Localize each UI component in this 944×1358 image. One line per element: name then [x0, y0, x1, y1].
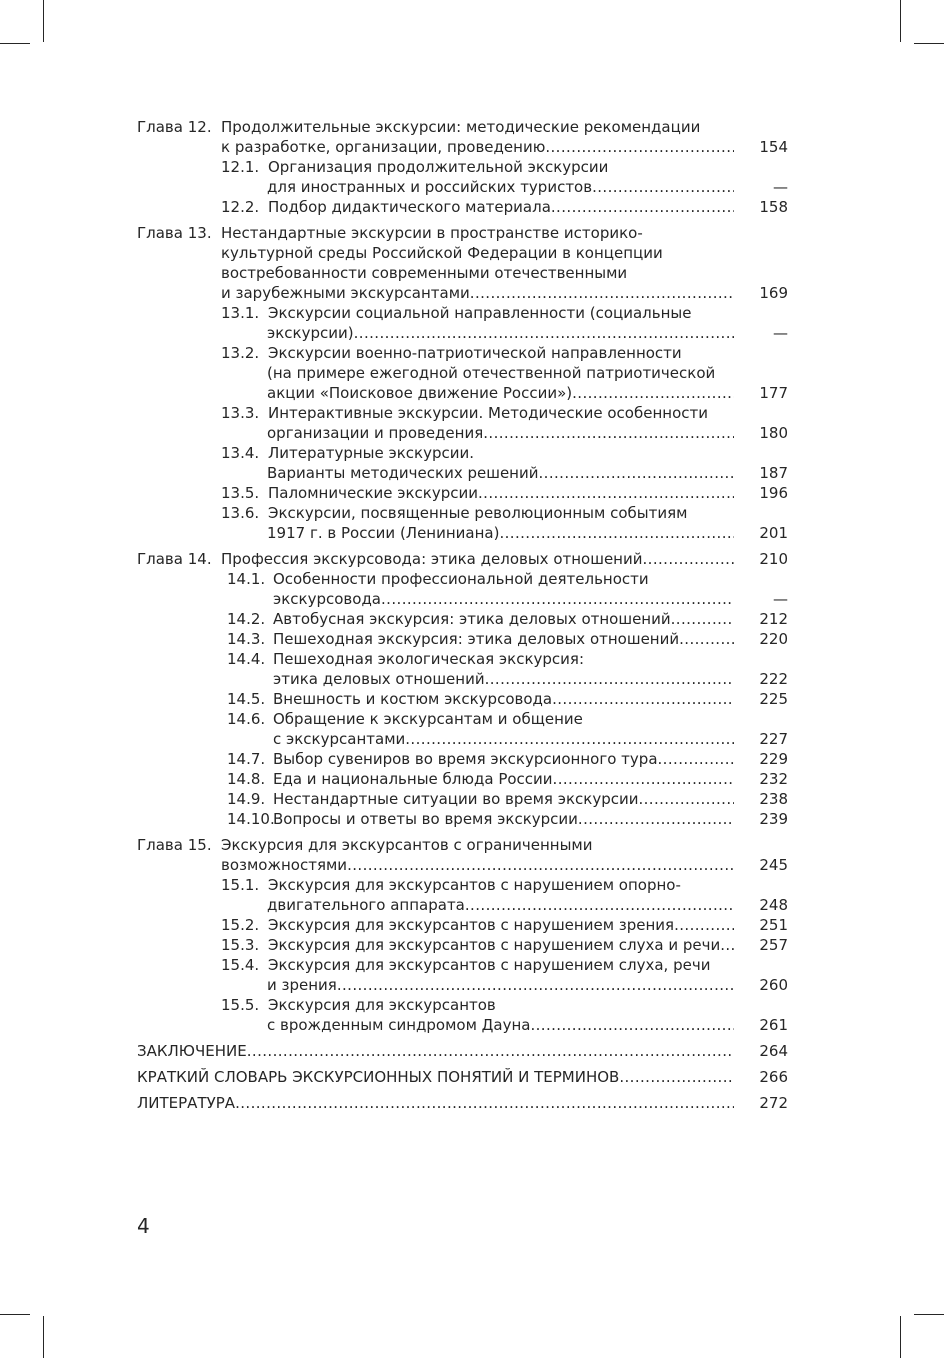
dot-leader	[247, 1041, 734, 1061]
toc-entry-page: 229	[759, 750, 788, 768]
toc-entry	[137, 789, 788, 809]
toc-entry	[137, 569, 788, 589]
toc-entry	[137, 749, 788, 769]
crop-mark	[0, 43, 30, 44]
toc-entry-page: 210	[759, 550, 788, 568]
dot-leader	[553, 769, 734, 789]
toc-entry	[137, 303, 788, 323]
toc-entry	[137, 955, 788, 975]
toc-entry-page: 232	[759, 770, 788, 788]
toc-entry-page: —	[773, 178, 788, 196]
toc-entry	[137, 383, 788, 403]
dot-leader	[337, 975, 734, 995]
toc-entry-title: Внешность и костюм экскурсовода	[273, 690, 553, 708]
dot-leader	[530, 1015, 734, 1035]
toc-entry-title: Паломнические экскурсии	[268, 484, 478, 502]
toc-entry	[137, 689, 788, 709]
toc-entry-page: 257	[759, 936, 788, 954]
toc-entry-title: 1917 г. в России (Лениниана)	[267, 524, 500, 542]
toc-entry-number: 15.2.	[221, 916, 260, 934]
toc-entry-page: 225	[759, 690, 788, 708]
toc-entry	[137, 263, 788, 283]
toc-entry-title: Обращение к экскурсантам и общение	[273, 710, 583, 728]
dot-leader	[485, 669, 734, 689]
toc-entry	[137, 403, 788, 423]
toc-entry-title: Экскурсия для экскурсантов	[268, 996, 496, 1014]
toc-entry-page: —	[773, 324, 788, 342]
dot-leader	[405, 729, 734, 749]
dot-leader	[483, 423, 734, 443]
toc-entry	[137, 855, 788, 875]
toc-entry-number: Глава 13.	[137, 224, 212, 242]
toc-entry-title: двигательного аппарата	[267, 896, 465, 914]
toc-entry-title: (на примере ежегодной отечественной патриотической	[267, 364, 716, 382]
toc-entry	[137, 629, 788, 649]
dot-leader	[470, 283, 734, 303]
toc-entry-number: 13.6.	[221, 504, 260, 522]
toc-entry-title: Пешеходная экскурсия: этика деловых отношений	[273, 630, 680, 648]
toc-entry-title: Нестандартные ситуации во время экскурсии	[273, 790, 639, 808]
toc-entry	[137, 649, 788, 669]
toc-entry-number: 15.1.	[221, 876, 260, 894]
toc-entry-title: КРАТКИЙ СЛОВАРЬ ЭКСКУРСИОННЫХ ПОНЯТИЙ И ТЕРМИНОВ	[137, 1068, 620, 1086]
toc-entry-page: 158	[759, 198, 788, 216]
toc-entry-number: 14.1.	[227, 570, 266, 588]
toc-entry-page: —	[773, 590, 788, 608]
crop-mark	[900, 0, 901, 42]
toc-entry	[137, 523, 788, 543]
toc-entry	[137, 935, 788, 955]
toc-entry	[137, 343, 788, 363]
toc-entry	[137, 589, 788, 609]
toc-entry-page: 239	[759, 810, 788, 828]
toc-entry-title: Экскурсия для экскурсантов с нарушением зрения	[268, 916, 675, 934]
table-of-contents	[137, 117, 788, 1113]
toc-entry	[137, 223, 788, 243]
toc-entry	[137, 1015, 788, 1035]
toc-entry	[137, 809, 788, 829]
toc-entry-number: 14.2.	[227, 610, 266, 628]
dot-leader	[642, 549, 734, 569]
toc-entry-title: возможностями	[221, 856, 348, 874]
dot-leader	[572, 383, 734, 403]
toc-entry-title: Экскурсии военно-патриотической направленности	[268, 344, 682, 362]
toc-entry-page: 227	[759, 730, 788, 748]
toc-entry-page: 220	[759, 630, 788, 648]
toc-entry-number: 13.2.	[221, 344, 260, 362]
toc-entry	[137, 669, 788, 689]
toc-entry-number: 15.3.	[221, 936, 260, 954]
dot-leader	[679, 629, 734, 649]
toc-entry-number: 14.5.	[227, 690, 266, 708]
dot-leader	[545, 137, 734, 157]
toc-entry-title: к разработке, организации, проведению	[221, 138, 546, 156]
dot-leader	[538, 463, 734, 483]
toc-entry-page: 238	[759, 790, 788, 808]
toc-entry-title: экскурсии)	[267, 324, 354, 342]
toc-entry-number: Глава 12.	[137, 118, 212, 136]
toc-entry	[137, 157, 788, 177]
crop-mark	[900, 1316, 901, 1358]
toc-entry	[137, 769, 788, 789]
toc-entry-title: акции «Поисковое движение России»)	[267, 384, 573, 402]
toc-entry-title: Вопросы и ответы во время экскурсии	[273, 810, 578, 828]
toc-entry-page: 180	[759, 424, 788, 442]
toc-entry-title: Нестандартные экскурсии в пространстве историко-	[221, 224, 643, 242]
toc-entry-title: экскурсовода	[273, 590, 382, 608]
toc-entry-number: 12.2.	[221, 198, 260, 216]
toc-entry-title: Подбор дидактического материала	[268, 198, 551, 216]
toc-entry-title: Профессия экскурсовода: этика деловых отношений	[221, 550, 643, 568]
toc-entry	[137, 895, 788, 915]
toc-entry	[137, 503, 788, 523]
toc-entry	[137, 729, 788, 749]
toc-entry	[137, 463, 788, 483]
toc-entry-page: 266	[759, 1068, 788, 1086]
dot-leader	[578, 809, 734, 829]
toc-entry-title: ЗАКЛЮЧЕНИЕ	[137, 1042, 247, 1060]
toc-entry	[137, 875, 788, 895]
dot-leader	[478, 483, 734, 503]
toc-entry	[137, 243, 788, 263]
toc-entry-title: Варианты методических решений	[267, 464, 539, 482]
toc-entry-title: Еда и национальные блюда России	[273, 770, 553, 788]
crop-mark	[0, 1314, 30, 1315]
dot-leader	[347, 855, 734, 875]
toc-entry-title: Экскурсия для экскурсантов с ограниченными	[221, 836, 593, 854]
toc-entry	[137, 915, 788, 935]
toc-entry-title: Выбор сувениров во время экскурсионного тура	[273, 750, 658, 768]
dot-leader	[499, 523, 734, 543]
dot-leader	[592, 177, 734, 197]
toc-entry	[137, 323, 788, 343]
toc-entry-number: 15.5.	[221, 996, 260, 1014]
toc-entry	[137, 117, 788, 137]
toc-entry	[137, 483, 788, 503]
toc-entry-title: ЛИТЕРАТУРА	[137, 1094, 236, 1112]
toc-entry-number: 13.3.	[221, 404, 260, 422]
toc-entry-title: Экскурсии социальной направленности (социальные	[268, 304, 692, 322]
toc-entry-title: этика деловых отношений	[273, 670, 485, 688]
toc-entry-number: 14.9.	[227, 790, 266, 808]
toc-entry-title: Пешеходная экологическая экскурсия:	[273, 650, 584, 668]
toc-entry-number: 13.5.	[221, 484, 260, 502]
toc-entry-title: Интерактивные экскурсии. Методические особенности	[268, 404, 708, 422]
toc-entry-page: 212	[759, 610, 788, 628]
dot-leader	[720, 935, 734, 955]
toc-entry-number: 13.4.	[221, 444, 260, 462]
toc-entry	[137, 549, 788, 569]
toc-entry-number: 13.1.	[221, 304, 260, 322]
toc-entry-page: 222	[759, 670, 788, 688]
toc-entry-title: с врожденным синдромом Дауна	[267, 1016, 531, 1034]
crop-mark	[43, 0, 44, 42]
dot-leader	[658, 749, 734, 769]
toc-entry-title: организации и проведения	[267, 424, 484, 442]
toc-entry-number: 15.4.	[221, 956, 260, 974]
toc-entry-page: 187	[759, 464, 788, 482]
toc-entry-title: Продолжительные экскурсии: методические рекомендации	[221, 118, 701, 136]
dot-leader	[552, 689, 734, 709]
toc-entry	[137, 995, 788, 1015]
toc-entry	[137, 137, 788, 157]
toc-entry	[137, 177, 788, 197]
toc-entry-title: Экскурсия для экскурсантов с нарушением слуха, речи	[268, 956, 711, 974]
toc-entry	[137, 443, 788, 463]
toc-entry-title: Литературные экскурсии.	[268, 444, 475, 462]
toc-entry-page: 264	[759, 1042, 788, 1060]
toc-entry-title: и зарубежными экскурсантами	[221, 284, 470, 302]
toc-entry-title: востребованности современными отечественными	[221, 264, 628, 282]
toc-entry-page: 154	[759, 138, 788, 156]
toc-entry-number: 14.8.	[227, 770, 266, 788]
toc-entry-title: Организация продолжительной экскурсии	[268, 158, 609, 176]
toc-entry-page: 251	[759, 916, 788, 934]
page-number: 4	[137, 1214, 150, 1238]
toc-entry-title: культурной среды Российской Федерации в концепции	[221, 244, 663, 262]
toc-entry	[137, 283, 788, 303]
toc-entry-page: 260	[759, 976, 788, 994]
toc-entry-number: 14.6.	[227, 710, 266, 728]
dot-leader	[671, 609, 734, 629]
toc-entry-page: 245	[759, 856, 788, 874]
toc-entry-number: 14.3.	[227, 630, 266, 648]
toc-entry-number: 12.1.	[221, 158, 260, 176]
dot-leader	[619, 1067, 734, 1087]
dot-leader	[235, 1093, 734, 1113]
toc-entry-page: 272	[759, 1094, 788, 1112]
toc-entry-number: Глава 15.	[137, 836, 212, 854]
toc-entry-number: 14.7.	[227, 750, 266, 768]
crop-mark	[914, 43, 944, 44]
toc-entry-title: и зрения	[267, 976, 337, 994]
crop-mark	[914, 1314, 944, 1315]
toc-entry	[137, 423, 788, 443]
toc-entry-page: 201	[759, 524, 788, 542]
toc-entry-title: Экскурсия для экскурсантов с нарушением слуха и речи	[268, 936, 721, 954]
dot-leader	[465, 895, 734, 915]
toc-entry-title: Особенности профессиональной деятельности	[273, 570, 649, 588]
toc-entry-page: 177	[759, 384, 788, 402]
dot-leader	[354, 323, 734, 343]
toc-entry	[137, 609, 788, 629]
toc-entry-title: для иностранных и российских туристов	[267, 178, 593, 196]
dot-leader	[551, 197, 734, 217]
toc-entry	[137, 709, 788, 729]
toc-entry	[137, 363, 788, 383]
dot-leader	[674, 915, 734, 935]
toc-entry-title: Автобусная экскурсия: этика деловых отношений	[273, 610, 671, 628]
toc-entry	[137, 975, 788, 995]
toc-entry	[137, 1041, 788, 1061]
toc-entry-number: 14.10.	[227, 810, 275, 828]
toc-entry	[137, 1067, 788, 1087]
toc-entry-page: 169	[759, 284, 788, 302]
toc-entry-number: Глава 14.	[137, 550, 212, 568]
toc-entry-page: 261	[759, 1016, 788, 1034]
toc-entry	[137, 835, 788, 855]
toc-entry-number: 14.4.	[227, 650, 266, 668]
dot-leader	[638, 789, 734, 809]
crop-mark	[43, 1316, 44, 1358]
toc-entry	[137, 197, 788, 217]
toc-entry-page: 248	[759, 896, 788, 914]
dot-leader	[381, 589, 734, 609]
toc-entry-title: Экскурсии, посвященные революционным событиям	[268, 504, 688, 522]
toc-entry-title: с экскурсантами	[273, 730, 406, 748]
toc-entry-title: Экскурсия для экскурсантов с нарушением опорно-	[268, 876, 681, 894]
toc-entry	[137, 1093, 788, 1113]
toc-entry-page: 196	[759, 484, 788, 502]
